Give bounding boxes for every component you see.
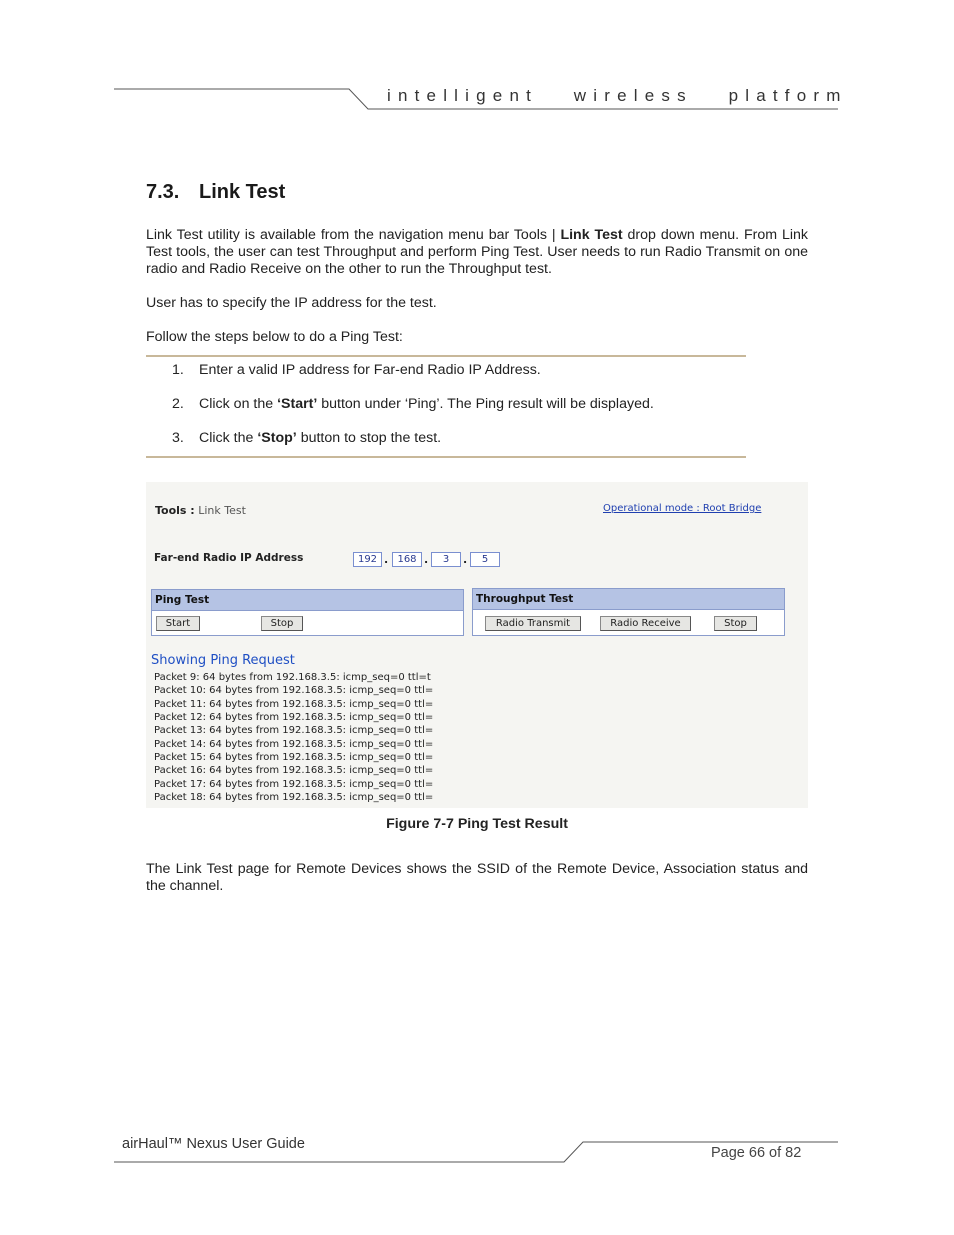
step-text: Click on the	[199, 396, 278, 412]
step-3	[172, 430, 441, 446]
showing-ping-title: Showing Ping Request	[151, 653, 295, 668]
ip-octet-3-input[interactable]: 3	[431, 552, 461, 567]
operational-mode-link[interactable]: Operational mode : Root Bridge	[603, 503, 762, 514]
step-2	[172, 396, 654, 412]
ip-octet-1-input[interactable]: 192	[353, 552, 382, 567]
step-text: Enter a valid IP address for Far-end Radio IP Address.	[199, 362, 541, 378]
section-heading	[146, 181, 285, 204]
ping-output-line: Packet 9: 64 bytes from 192.168.3.5: icmp_seq=0 ttl=t	[154, 672, 431, 683]
radio-transmit-button[interactable]: Radio Transmit	[485, 616, 581, 631]
ip-dot: .	[463, 553, 468, 566]
steps-intro: Follow the steps below to do a Ping Test:	[146, 329, 403, 345]
step-number: 2.	[172, 396, 184, 412]
figure-caption: Figure 7-7 Ping Test Result	[386, 816, 568, 832]
step-bold: ‘Stop’	[257, 430, 297, 446]
ping-output-line: Packet 10: 64 bytes from 192.168.3.5: icmp_seq=0 ttl=	[154, 685, 434, 696]
intro-bold: Link Test	[560, 227, 623, 243]
tools-label: Tools :	[155, 504, 195, 517]
intro-paragraph	[146, 227, 808, 278]
step-1	[172, 362, 541, 378]
step-text-cont: button to stop the test.	[296, 430, 442, 446]
ping-output-line: Packet 12: 64 bytes from 192.168.3.5: icmp_seq=0 ttl=	[154, 712, 434, 723]
ping-output-line: Packet 15: 64 bytes from 192.168.3.5: icmp_seq=0 ttl=	[154, 752, 434, 763]
steps-top-rule	[146, 355, 746, 357]
tools-breadcrumb	[155, 504, 246, 517]
section-number: 7.3.	[146, 181, 180, 203]
ping-output-line: Packet 17: 64 bytes from 192.168.3.5: icmp_seq=0 ttl=	[154, 779, 434, 790]
ip-octet-4-input[interactable]: 5	[470, 552, 500, 567]
step-text: Click the	[199, 430, 258, 446]
step-number: 3.	[172, 430, 184, 446]
step-bold: ‘Start’	[277, 396, 318, 412]
header-tagline: intelligent wireless platform	[387, 86, 848, 105]
footer-guide-title: airHaul™ Nexus User Guide	[122, 1136, 305, 1152]
ip-octet-2-input[interactable]: 168	[392, 552, 422, 567]
tools-value: Link Test	[198, 504, 246, 517]
link-test-screenshot	[146, 482, 808, 808]
throughput-test-panel	[472, 588, 785, 636]
throughput-stop-button[interactable]: Stop	[714, 616, 757, 631]
steps-bottom-rule	[146, 456, 746, 458]
ping-output-line: Packet 11: 64 bytes from 192.168.3.5: icmp_seq=0 ttl=	[154, 699, 434, 710]
ip-note: User has to specify the IP address for the test.	[146, 295, 437, 311]
intro-text-cont: drop down menu. From Link Test tools, the user can test Throughput and perform Ping Test. User needs to run Radio Transmit on one radio and Radio Receive on the other to run the Throughput test.	[146, 227, 808, 277]
section-title: Link Test	[199, 181, 286, 203]
throughput-panel-title: Throughput Test	[473, 589, 784, 610]
intro-text: Link Test utility is available from the navigation menu bar Tools |	[146, 227, 561, 243]
ping-output-line: Packet 16: 64 bytes from 192.168.3.5: icmp_seq=0 ttl=	[154, 765, 434, 776]
ping-stop-button[interactable]: Stop	[261, 616, 303, 631]
far-end-ip-label: Far-end Radio IP Address	[154, 552, 304, 564]
ping-test-panel	[151, 589, 464, 636]
ping-output-line: Packet 14: 64 bytes from 192.168.3.5: icmp_seq=0 ttl=	[154, 739, 434, 750]
ip-dot: .	[424, 553, 429, 566]
radio-receive-button[interactable]: Radio Receive	[600, 616, 691, 631]
ping-output-line: Packet 18: 64 bytes from 192.168.3.5: icmp_seq=0 ttl=	[154, 792, 434, 803]
step-text-cont: button under ‘Ping’. The Ping result will be displayed.	[317, 396, 654, 412]
ping-output-line: Packet 13: 64 bytes from 192.168.3.5: icmp_seq=0 ttl=	[154, 725, 434, 736]
footer-page-number: Page 66 of 82	[711, 1145, 802, 1161]
ping-start-button[interactable]: Start	[156, 616, 200, 631]
ip-dot: .	[384, 553, 389, 566]
step-number: 1.	[172, 362, 184, 378]
ping-panel-title: Ping Test	[152, 590, 463, 611]
closing-paragraph: The Link Test page for Remote Devices shows the SSID of the Remote Device, Association status and the channel.	[146, 861, 808, 894]
